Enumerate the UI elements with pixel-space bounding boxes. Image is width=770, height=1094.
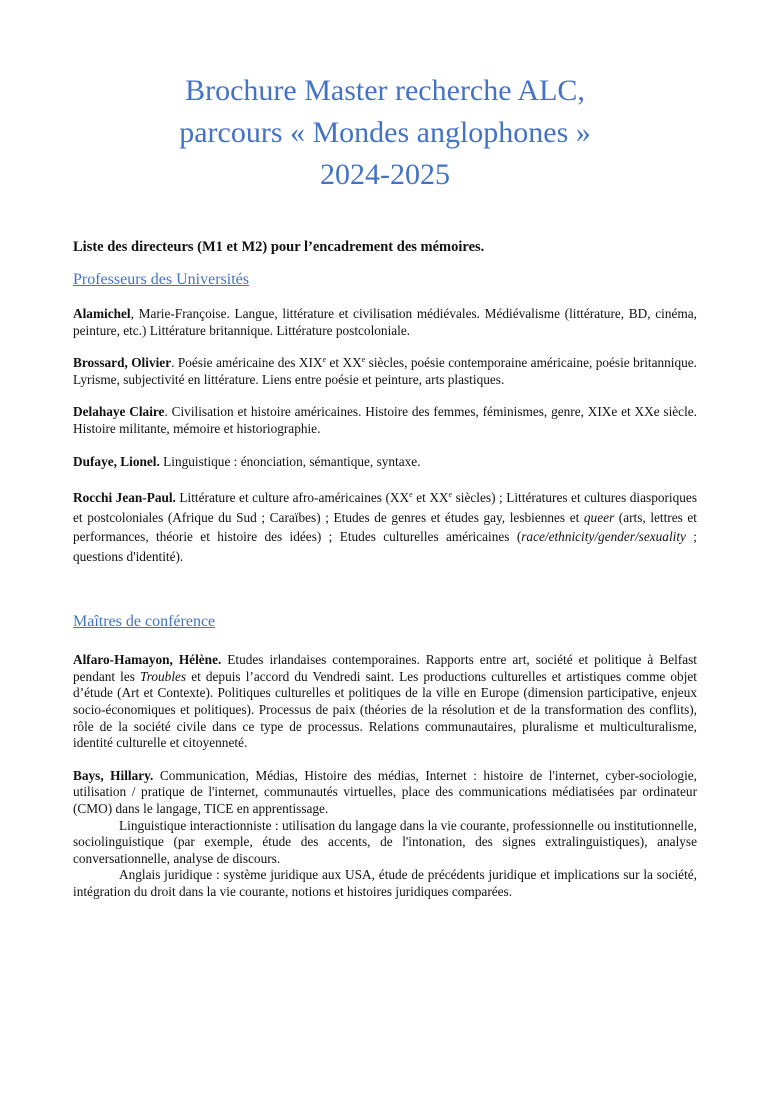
entry-alfaro-hamayon bbox=[73, 652, 697, 752]
entry-name: Delahaye Claire bbox=[73, 404, 165, 420]
entry-text: et XX bbox=[412, 490, 449, 506]
document-title bbox=[73, 70, 697, 196]
entry-dufaye bbox=[73, 454, 697, 471]
entry-text: (arts, lettres et performances, théorie et histoire des idées) ; Etudes culturelles américaines ( bbox=[73, 509, 697, 545]
superscript: e bbox=[322, 355, 327, 365]
entry-text: . Poésie américaine des XIX bbox=[171, 355, 323, 371]
directors-list-heading: Liste des directeurs (M1 et M2) pour l’encadrement des mémoires. bbox=[73, 239, 485, 255]
entry-name: Rocchi Jean-Paul. bbox=[73, 490, 176, 506]
entry-text: ; questions d'identité). bbox=[73, 529, 697, 564]
title-line-2: parcours « Mondes anglophones » bbox=[179, 116, 591, 149]
document-page bbox=[0, 70, 770, 1094]
entry-alamichel bbox=[73, 306, 697, 339]
italic-term: queer bbox=[583, 509, 615, 525]
entry-name: Brossard, Olivier bbox=[73, 355, 172, 371]
entry-text: , Marie-Françoise. Langue, littérature et civilisation médiévales. Médiévalisme (littérature, BD, cinéma, peinture, etc.) Littérature britannique. Littérature postcoloniale. bbox=[73, 306, 697, 338]
entry-name: Dufaye, Lionel. bbox=[73, 453, 160, 469]
entry-brossard bbox=[73, 355, 697, 388]
entry-text: Littérature et culture afro-américaines (XX bbox=[175, 490, 410, 506]
entry-rocchi bbox=[73, 488, 697, 566]
superscript: e bbox=[448, 490, 453, 500]
entry-bays bbox=[73, 768, 697, 818]
title-line-1: Brochure Master recherche ALC, bbox=[185, 74, 585, 107]
entry-text: siècles) ; Littératures et cultures diasporiques et postcoloniales (Afrique du Sud ; Caraïbes) ; Etudes de genres et études gay, lesbiennes et bbox=[73, 490, 697, 525]
section-professeurs-heading: Professeurs des Universités bbox=[73, 271, 249, 288]
title-line-3: 2024-2025 bbox=[320, 158, 450, 191]
entry-delahaye bbox=[73, 404, 697, 437]
entry-name: Bays, Hillary. bbox=[73, 767, 154, 783]
entry-bays-paragraph-2: Linguistique interactionniste : utilisation du langage dans la vie courante, professionnelle ou institutionnelle, sociolinguistique (par exemple, étude des accents, de l'intonation, des signes extralinguistiques), analyse conversationnelle, analyse de discours. bbox=[73, 817, 697, 866]
section-maitres-heading: Maîtres de conférence bbox=[73, 613, 216, 631]
superscript: e bbox=[361, 355, 366, 365]
entry-text: Communication, Médias, Histoire des médias, Internet : histoire de l'internet, cyber-sociologie, utilisation / pratique de l'internet, communautés virtuelles, place des communications médiatisées par ordinateur (CMO) dans le langage, TICE en apprentissage. bbox=[73, 767, 697, 816]
entry-bays-paragraph-3: Anglais juridique : système juridique aux USA, étude de précédents juridique et implications sur la société, intégration du droit dans la vie courante, notions et histoires juridiques comparées. bbox=[73, 867, 697, 899]
entry-name: Alfaro-Hamayon, Hélène. bbox=[73, 652, 222, 668]
entry-text: Linguistique : énonciation, sémantique, syntaxe. bbox=[159, 453, 421, 469]
superscript: e bbox=[409, 490, 413, 500]
italic-term: race/ethnicity/gender/sexuality bbox=[521, 529, 686, 545]
entry-text: Etudes irlandaises contemporaines. Rapports entre art, société et politique à Belfast pendant les bbox=[73, 652, 697, 684]
entry-text: et depuis l’accord du Vendredi saint. Les productions culturelles et artistiques comme objet d’étude (Art et Contexte). Politiques culturelles et politiques de la ville en Europe (dimension participative, enjeux socio-économiques et politiques). Processus de paix (théories de la résolution et de la transformation des conflits), rôle de la société civile dans ce type de processus. Relations communautaires, pluralisme et multiculturalisme, identité culturelle et citoyenneté. bbox=[73, 668, 697, 751]
entry-text: siècles, poésie contemporaine américaine, poésie britannique. Lyrisme, subjectivité en littérature. Liens entre poésie et peinture, arts plastiques. bbox=[73, 355, 697, 387]
italic-term: Troubles bbox=[140, 668, 187, 684]
entry-text: et XX bbox=[326, 355, 362, 371]
entry-text: . Civilisation et histoire américaines. Histoire des femmes, féminismes, genre, XIXe et XXe siècle. Histoire militante, mémoire et historiographie. bbox=[73, 404, 698, 436]
entry-name: Alamichel bbox=[73, 306, 131, 321]
